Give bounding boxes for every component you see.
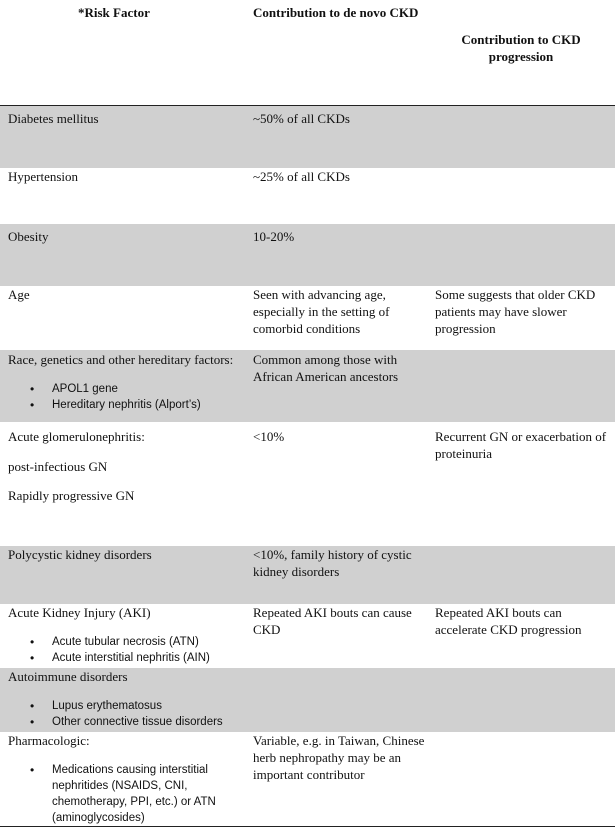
list-item: • Medications causing interstitial nephritides (NSAIDS, CNI, chemotherapy, PPI, etc.) or ATN (aminoglycosides) bbox=[30, 762, 240, 826]
risk-factor-cell: Acute glomerulonephritis: bbox=[8, 429, 145, 444]
table-row bbox=[0, 732, 615, 826]
list-item: • Lupus erythematosus bbox=[30, 698, 223, 714]
table-row bbox=[0, 422, 615, 546]
risk-factor-cell: Race, genetics and other hereditary factors: bbox=[8, 352, 234, 367]
table-row bbox=[0, 105, 615, 168]
denovo-cell: ~25% of all CKDs bbox=[253, 169, 350, 184]
denovo-cell: Repeated AKI bouts can cause CKD bbox=[253, 605, 412, 637]
table-row bbox=[0, 286, 615, 350]
table-row bbox=[0, 546, 615, 604]
risk-factor-bullets bbox=[30, 381, 201, 413]
header-risk-factor: *Risk Factor bbox=[78, 5, 150, 20]
sub-item: post-infectious GN bbox=[8, 459, 108, 474]
list-item: • Hereditary nephritis (Alport’s) bbox=[30, 397, 201, 413]
progression-cell: Repeated AKI bouts can accelerate CKD progression bbox=[435, 605, 582, 637]
risk-factor-cell: Acute Kidney Injury (AKI) bbox=[8, 605, 151, 620]
risk-factor-cell: Autoimmune disorders bbox=[8, 669, 128, 684]
list-item: • Other connective tissue disorders bbox=[30, 714, 223, 730]
sub-item: Rapidly progressive GN bbox=[8, 488, 135, 503]
header-progression-line1: Contribution to CKD bbox=[461, 32, 581, 47]
header-progression-line2: progression bbox=[488, 49, 554, 64]
risk-factor-bullets bbox=[30, 762, 240, 826]
risk-factor-cell: Pharmacologic: bbox=[8, 733, 90, 748]
risk-factor-cell: Diabetes mellitus bbox=[8, 111, 99, 126]
table-row bbox=[0, 668, 615, 732]
progression-cell: Some suggests that older CKD patients may have slower progression bbox=[435, 287, 596, 336]
progression-cell: Recurrent GN or exacerbation of proteinuria bbox=[435, 429, 607, 461]
risk-factor-cell: Polycystic kidney disorders bbox=[8, 547, 152, 562]
table-bottom-border bbox=[0, 826, 615, 827]
header-denovo: Contribution to de novo CKD bbox=[253, 5, 419, 20]
table-row bbox=[0, 350, 615, 422]
list-item: • APOL1 gene bbox=[30, 381, 201, 397]
denovo-cell: Variable, e.g. in Taiwan, Chinese herb nephropathy may be an important contributor bbox=[253, 733, 425, 782]
table-row bbox=[0, 224, 615, 286]
table-row bbox=[0, 168, 615, 224]
risk-factor-bullets bbox=[30, 698, 223, 730]
denovo-cell: <10%, family history of cystic kidney disorders bbox=[253, 547, 412, 579]
risk-factor-cell: Age bbox=[8, 287, 30, 302]
denovo-cell: 10-20% bbox=[253, 229, 295, 244]
header-progression bbox=[436, 31, 606, 65]
list-item: • Acute tubular necrosis (ATN) bbox=[30, 634, 210, 650]
table-row bbox=[0, 604, 615, 668]
denovo-cell: Common among those with African American ancestors bbox=[253, 352, 399, 384]
risk-factor-bullets bbox=[30, 634, 210, 666]
denovo-cell: ~50% of all CKDs bbox=[253, 111, 350, 126]
denovo-cell: <10% bbox=[253, 429, 285, 444]
denovo-cell: Seen with advancing age, especially in the setting of comorbid conditions bbox=[253, 287, 390, 336]
risk-factor-cell: Obesity bbox=[8, 229, 49, 244]
risk-factor-cell: Hypertension bbox=[8, 169, 79, 184]
list-item: • Acute interstitial nephritis (AIN) bbox=[30, 650, 210, 666]
